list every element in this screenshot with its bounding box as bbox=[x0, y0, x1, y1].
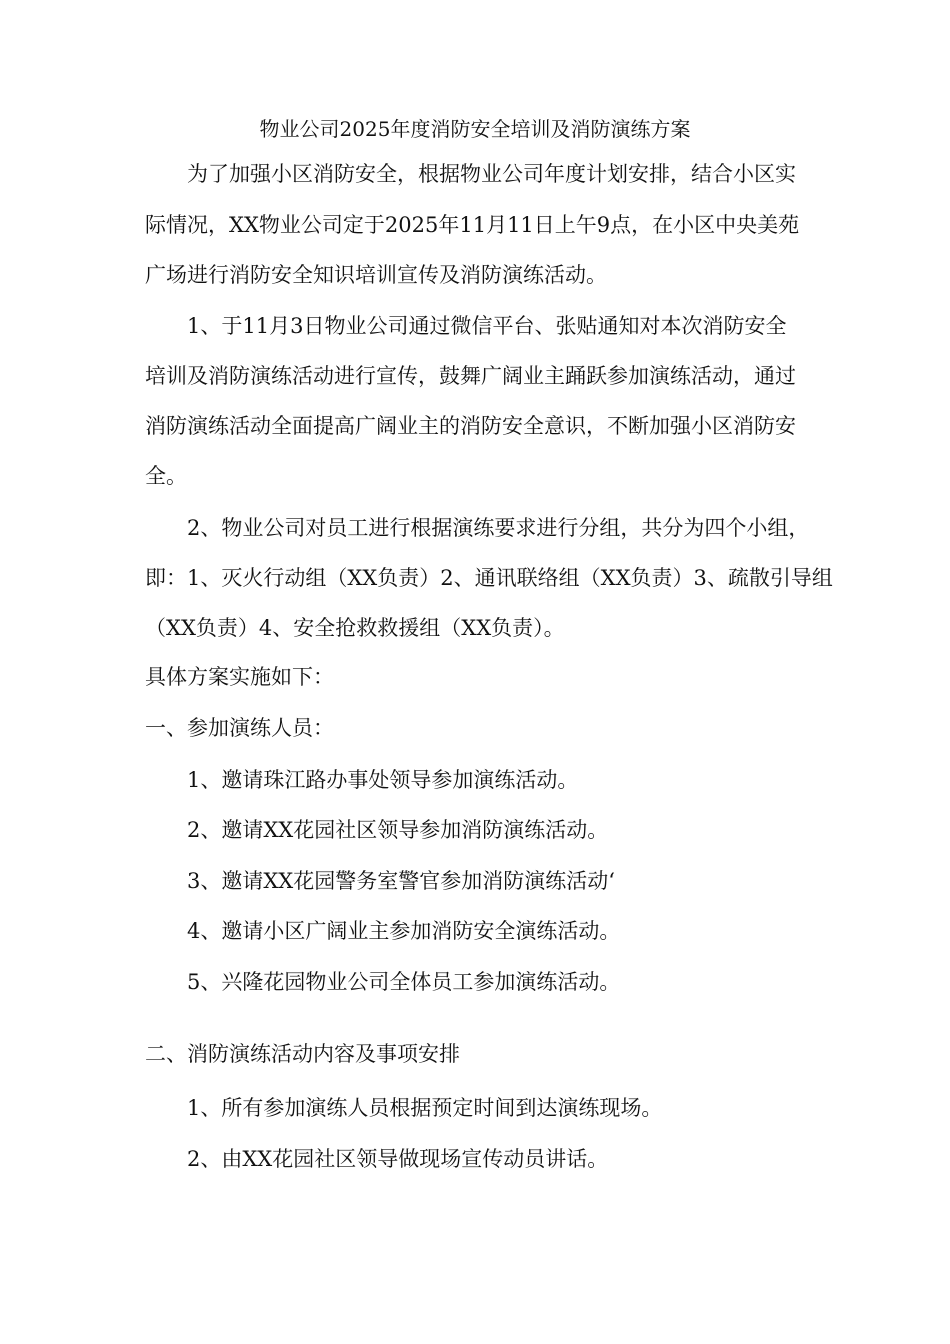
item2-paragraph-line: 2、物业公司对员工进行根据演练要求进行分组，共分为四个小组， bbox=[187, 516, 810, 540]
intro-paragraph-line: 际情况，XX物业公司定于2025年11月11日上午9点，在小区中央美苑 bbox=[145, 213, 800, 237]
section2-list-item: 2、由XX花园社区领导做现场宣传动员讲话。 bbox=[187, 1147, 609, 1171]
item1-paragraph-line: 全。 bbox=[145, 464, 187, 488]
section1-list-item: 5、兴隆花园物业公司全体员工参加演练活动。 bbox=[187, 970, 621, 994]
intro-paragraph-line: 为了加强小区消防安全，根据物业公司年度计划安排，结合小区实 bbox=[187, 162, 796, 186]
section1-list-item: 2、邀请XX花园社区领导参加消防演练活动。 bbox=[187, 818, 609, 842]
item1-paragraph-line: 1、于11月3日物业公司通过微信平台、张贴通知对本次消防安全 bbox=[187, 314, 787, 338]
plan-intro: 具体方案实施如下： bbox=[145, 665, 334, 689]
section2-list-item: 1、所有参加演练人员根据预定时间到达演练现场。 bbox=[187, 1096, 663, 1120]
item1-paragraph-line: 培训及消防演练活动进行宣传，鼓舞广阔业主踊跃参加演练活动，通过 bbox=[145, 364, 796, 388]
document-title: 物业公司2025年度消防安全培训及消防演练方案 bbox=[259, 117, 691, 141]
item1-paragraph-line: 消防演练活动全面提高广阔业主的消防安全意识，不断加强小区消防安 bbox=[145, 414, 796, 438]
section1-list-item: 1、邀请珠江路办事处领导参加演练活动。 bbox=[187, 768, 579, 792]
section1-heading: 一、参加演练人员： bbox=[145, 716, 334, 740]
section1-list-item: 4、邀请小区广阔业主参加消防安全演练活动。 bbox=[187, 919, 621, 943]
intro-paragraph-line: 广场进行消防安全知识培训宣传及消防演练活动。 bbox=[145, 263, 607, 287]
item2-paragraph-line: 即：1、灭火行动组（XX负责）2、通讯联络组（XX负责）3、疏散引导组 bbox=[145, 566, 833, 590]
item2-paragraph-line: （XX负责）4、安全抢救救援组（XX负责）。 bbox=[145, 616, 565, 640]
section1-list-item: 3、邀请XX花园警务室警官参加消防演练活动‘ bbox=[187, 869, 615, 893]
section2-heading: 二、消防演练活动内容及事项安排 bbox=[145, 1042, 460, 1066]
